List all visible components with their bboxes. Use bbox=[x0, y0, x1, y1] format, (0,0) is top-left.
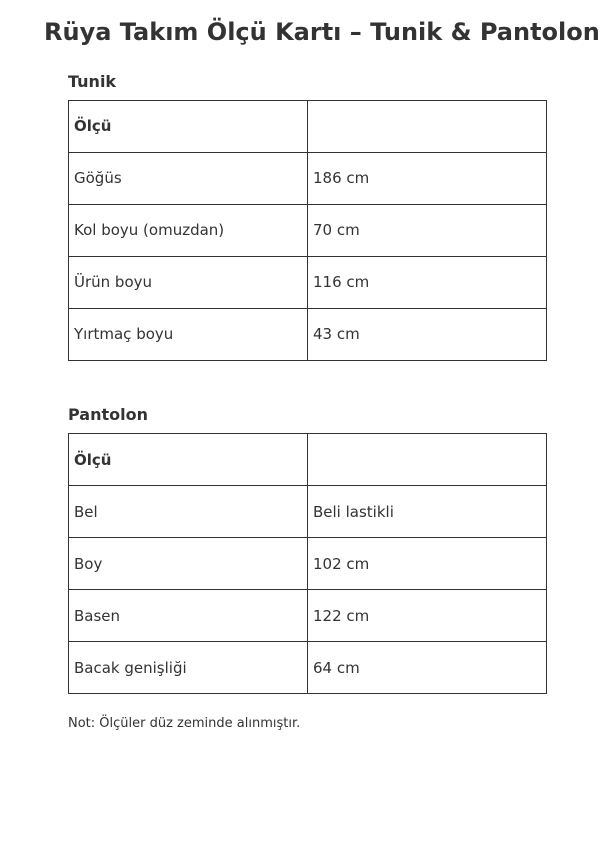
measurement-table-tunik bbox=[68, 100, 547, 361]
measurement-name: Göğüs bbox=[69, 152, 308, 204]
measurement-name: Bacak genişliği bbox=[69, 642, 308, 694]
table-row bbox=[69, 538, 547, 590]
column-header-value bbox=[308, 100, 547, 152]
table-header-row bbox=[69, 434, 547, 486]
measurement-name: Bel bbox=[69, 486, 308, 538]
measurement-table-pantolon bbox=[68, 433, 547, 694]
measurement-value: 116 cm bbox=[308, 256, 547, 308]
measurement-value: Beli lastikli bbox=[308, 486, 547, 538]
table-row bbox=[69, 590, 547, 642]
table-row bbox=[69, 308, 547, 360]
measurement-name: Kol boyu (omuzdan) bbox=[69, 204, 308, 256]
table-row bbox=[69, 152, 547, 204]
table-row bbox=[69, 204, 547, 256]
measurement-name: Basen bbox=[69, 590, 308, 642]
table-row bbox=[69, 486, 547, 538]
table-row bbox=[69, 642, 547, 694]
measurement-value: 70 cm bbox=[308, 204, 547, 256]
measurement-name: Yırtmaç boyu bbox=[69, 308, 308, 360]
page-title: Rüya Takım Ölçü Kartı – Tunik & Pantolon bbox=[44, 18, 600, 46]
note-text: Not: Ölçüler düz zeminde alınmıştır. bbox=[68, 716, 301, 732]
measurement-name: Ürün boyu bbox=[69, 256, 308, 308]
table-row bbox=[69, 256, 547, 308]
measurement-name: Boy bbox=[69, 538, 308, 590]
column-header-value bbox=[308, 434, 547, 486]
measurement-value: 122 cm bbox=[308, 590, 547, 642]
measurement-value: 64 cm bbox=[308, 642, 547, 694]
column-header-olcu: Ölçü bbox=[69, 434, 308, 486]
table-header-row bbox=[69, 100, 547, 152]
measurement-value: 43 cm bbox=[308, 308, 547, 360]
page-content bbox=[68, 72, 571, 731]
measurement-value: 186 cm bbox=[308, 152, 547, 204]
section-heading-pantolon: Pantolon bbox=[68, 404, 148, 424]
section-heading-tunik: Tunik bbox=[68, 71, 117, 91]
column-header-olcu: Ölçü bbox=[69, 100, 308, 152]
measurement-value: 102 cm bbox=[308, 538, 547, 590]
